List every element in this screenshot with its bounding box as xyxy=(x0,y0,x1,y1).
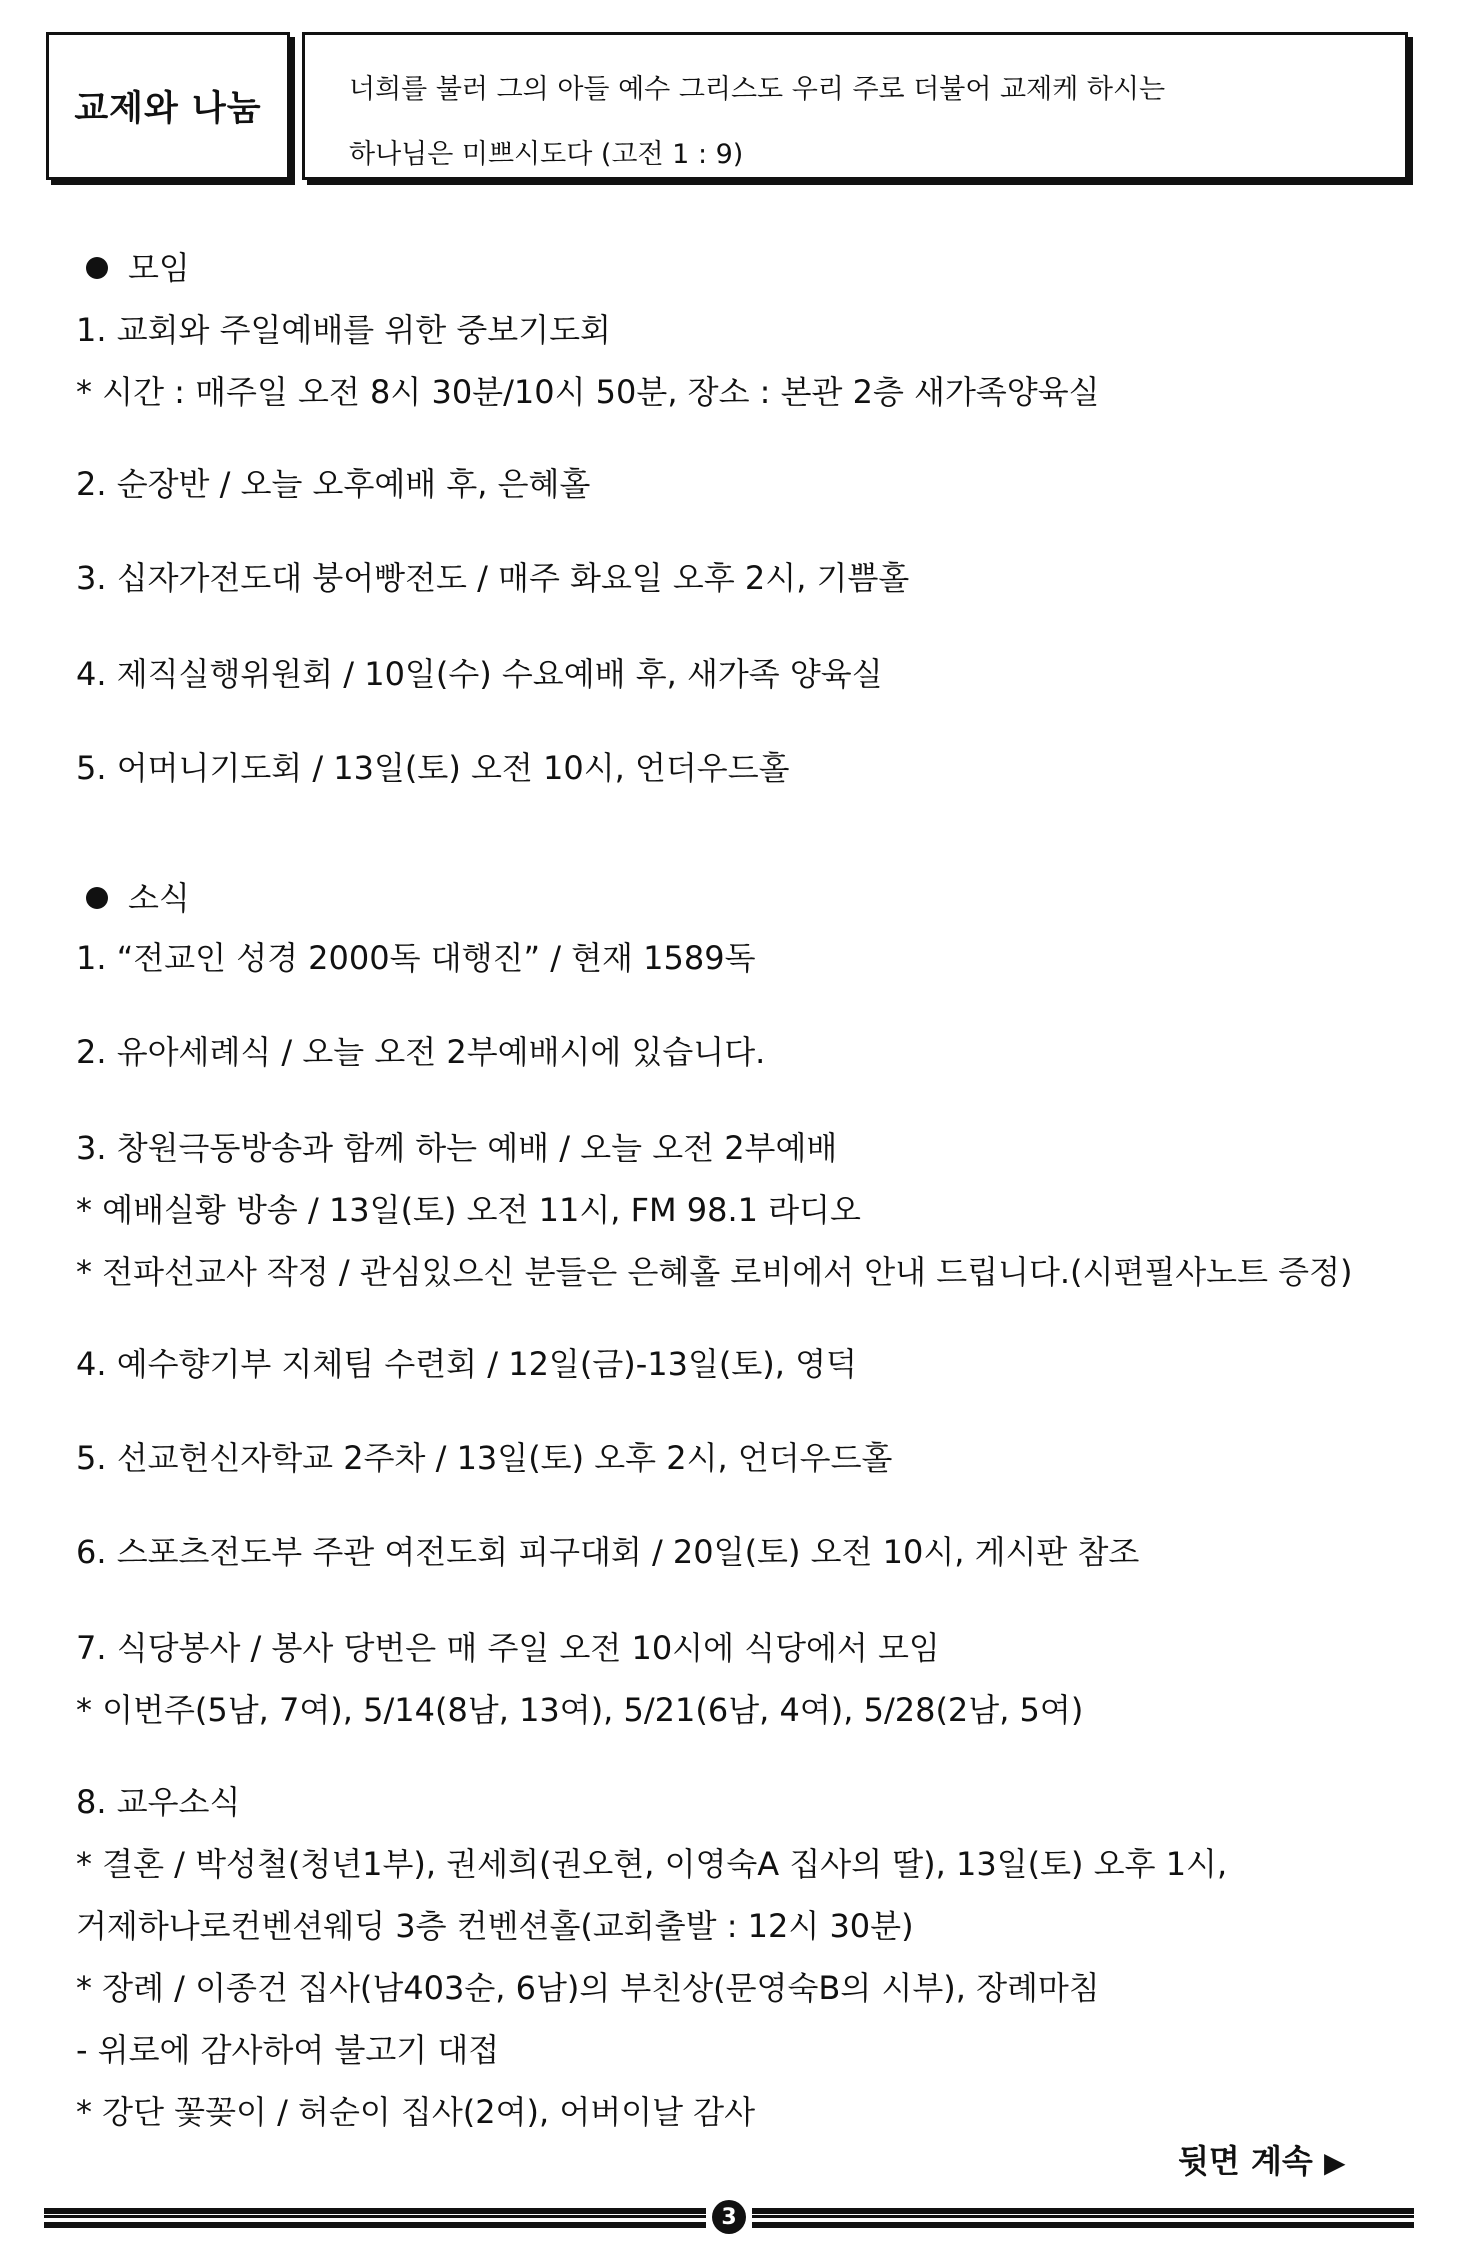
section-title-box xyxy=(46,32,290,180)
news-item-7: 7. 식당봉사 / 봉사 당번은 매 주일 오전 10시에 식당에서 모임 xyxy=(76,1629,940,1667)
bullet-icon xyxy=(86,257,108,279)
news-item-8-flowers: * 강단 꽃꽂이 / 허순이 집사(2여), 어버이날 감사 xyxy=(76,2093,755,2131)
continue-on-back xyxy=(1178,2136,1345,2182)
meeting-item-1-detail: * 시간 : 매주일 오전 8시 30분/10시 50분, 장소 : 본관 2층 새가족양육실 xyxy=(76,373,1100,411)
news-item-2: 2. 유아세례식 / 오늘 오전 2부예배시에 있습니다. xyxy=(76,1033,766,1071)
bullet-icon xyxy=(86,887,108,909)
meeting-heading-text: 모임 xyxy=(128,249,190,287)
news-heading xyxy=(76,878,190,918)
news-item-6: 6. 스포츠전도부 주관 여전도회 피구대회 / 20일(토) 오전 10시, 게시판 참조 xyxy=(76,1533,1140,1571)
verse-box xyxy=(302,32,1408,180)
meeting-item-5: 5. 어머니기도회 / 13일(토) 오전 10시, 언더우드홀 xyxy=(76,749,790,787)
news-item-5: 5. 선교헌신자학교 2주차 / 13일(토) 오후 2시, 언더우드홀 xyxy=(76,1439,893,1477)
news-item-8-funeral: * 장례 / 이종건 집사(남403순, 6남)의 부친상(문영숙B의 시부), 장례마침 xyxy=(76,1969,1100,2007)
news-item-8-wedding-place: 거제하나로컨벤션웨딩 3층 컨벤션홀(교회출발 : 12시 30분) xyxy=(76,1907,914,1945)
meeting-item-1: 1. 교회와 주일예배를 위한 중보기도회 xyxy=(76,311,611,349)
page-number: 3 xyxy=(712,2200,746,2234)
continue-label: 뒷면 계속 xyxy=(1178,2142,1313,2180)
news-item-7-detail: * 이번주(5남, 7여), 5/14(8남, 13여), 5/21(6남, 4여), 5/28(2남, 5여) xyxy=(76,1691,1084,1729)
meeting-item-3: 3. 십자가전도대 붕어빵전도 / 매주 화요일 오후 2시, 기쁨홀 xyxy=(76,559,910,597)
section-title: 교제와 나눔 xyxy=(74,89,262,129)
footer-rule-left xyxy=(44,2208,706,2228)
play-arrow-icon: ▶ xyxy=(1323,2146,1346,2179)
news-item-4: 4. 예수향기부 지체팀 수련회 / 12일(금)-13일(토), 영덕 xyxy=(76,1345,857,1383)
news-item-1: 1. “전교인 성경 2000독 대행진” / 현재 1589독 xyxy=(76,939,756,977)
news-item-3-detail-2: * 전파선교사 작정 / 관심있으신 분들은 은혜홀 로비에서 안내 드립니다.(시편필사노트 증정) xyxy=(76,1253,1353,1291)
verse-line-1: 너희를 불러 그의 아들 예수 그리스도 우리 주로 더불어 교제케 하시는 xyxy=(349,74,1166,105)
news-item-8-funeral-note: - 위로에 감사하여 불고기 대접 xyxy=(76,2031,500,2069)
news-item-8-wedding: * 결혼 / 박성철(청년1부), 권세희(권오현, 이영숙A 집사의 딸), 13일(토) 오후 1시, xyxy=(76,1845,1228,1883)
news-item-3-detail-1: * 예배실황 방송 / 13일(토) 오전 11시, FM 98.1 라디오 xyxy=(76,1191,861,1229)
meeting-item-4: 4. 제직실행위원회 / 10일(수) 수요예배 후, 새가족 양육실 xyxy=(76,655,883,693)
meeting-item-2: 2. 순장반 / 오늘 오후예배 후, 은혜홀 xyxy=(76,465,591,503)
verse-line-2: 하나님은 미쁘시도다 (고전 1 : 9) xyxy=(349,139,744,170)
news-heading-text: 소식 xyxy=(128,879,190,917)
news-item-8: 8. 교우소식 xyxy=(76,1783,241,1821)
meeting-heading xyxy=(76,248,190,288)
footer-rule-right xyxy=(752,2208,1414,2228)
news-item-3: 3. 창원극동방송과 함께 하는 예배 / 오늘 오전 2부예배 xyxy=(76,1129,838,1167)
